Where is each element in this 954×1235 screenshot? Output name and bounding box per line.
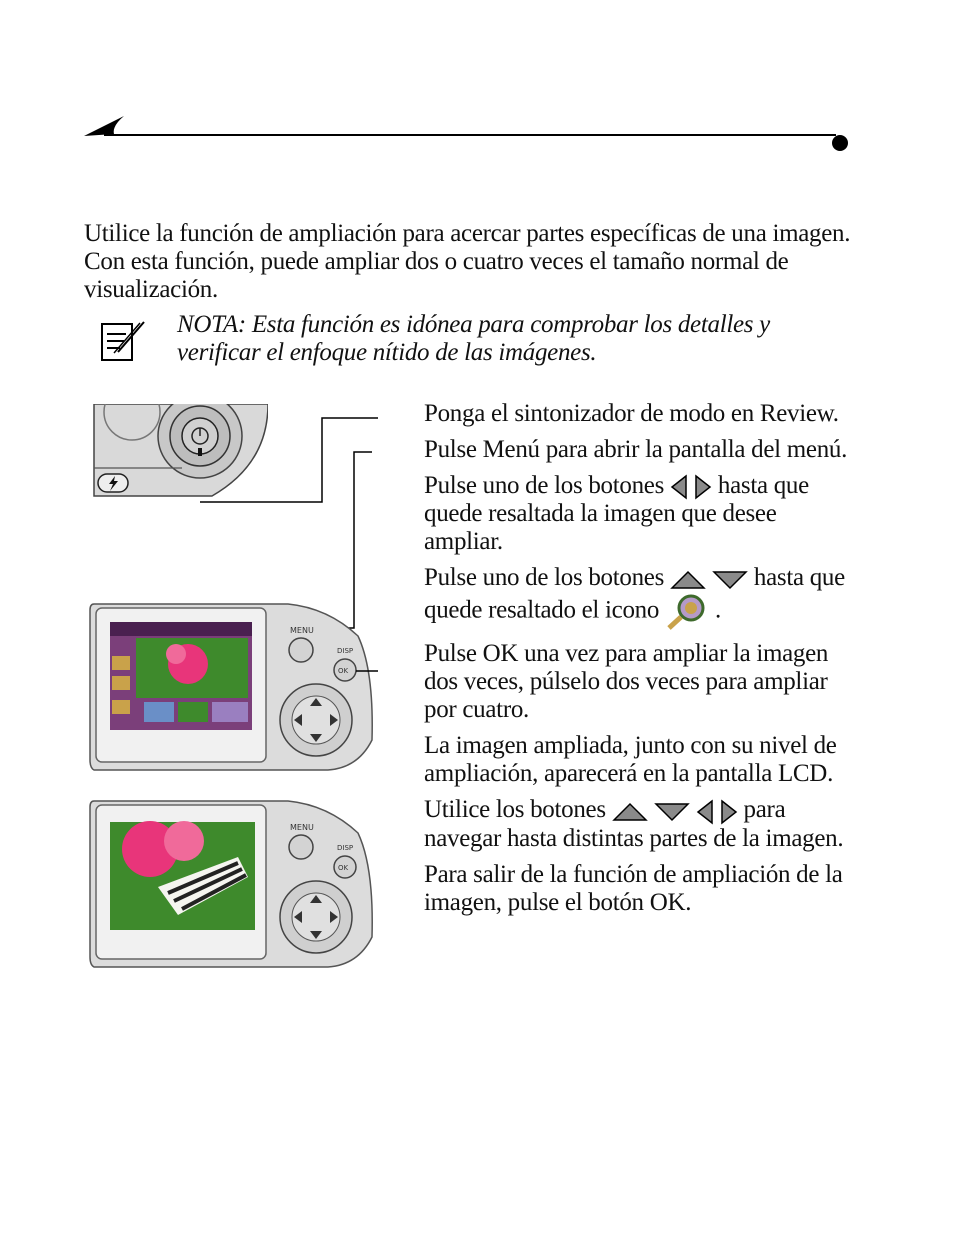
step-6: La imagen ampliada, junto con su nivel de ampliación, aparecerá en la pantalla LCD. — [424, 732, 837, 788]
step-3: Pulse uno de los botones hasta que quede resaltada la imagen que desee ampliar. — [424, 472, 809, 556]
step-4: Pulse uno de los botones hasta que quede resaltado el icono . — [424, 564, 854, 632]
magnify-icon — [665, 592, 709, 632]
ok-label-2: OK — [338, 864, 349, 872]
steps-list — [424, 400, 854, 925]
camera-back-magnified-figure — [88, 797, 378, 972]
step-2: Pulse Menú para abrir la pantalla del menú. — [424, 436, 848, 463]
step-1: Ponga el sintonizador de modo en Review. — [424, 400, 839, 427]
disp-label-2: DISP — [337, 844, 354, 852]
ok-label: OK — [338, 667, 349, 675]
right-arrow-icon — [694, 474, 712, 500]
note-icon — [100, 320, 146, 362]
left-arrow-icon — [670, 474, 688, 500]
down-arrow-icon — [654, 802, 690, 822]
note-text: NOTA: Esta función es idónea para comprobar los detalles y verificar el enfoque nítido de las imágenes. — [177, 311, 770, 366]
disp-label: DISP — [337, 647, 354, 655]
menu-label-2: MENU — [290, 823, 314, 832]
left-arrow-icon — [696, 799, 714, 825]
step-8: Para salir de la función de ampliación de la imagen, pulse el botón OK. — [424, 860, 843, 916]
step-5: Pulse OK una vez para ampliar la imagen dos veces, púlselo dos veces para ampliar por cuatro. — [424, 640, 829, 724]
menu-label: MENU — [290, 626, 314, 635]
up-arrow-icon — [612, 802, 648, 822]
camera-back-menu-figure — [88, 600, 378, 775]
up-arrow-icon — [670, 570, 706, 590]
right-arrow-icon — [720, 799, 738, 825]
down-arrow-icon — [712, 570, 748, 590]
intro-paragraph: Utilice la función de ampliación para acercar partes específicas de una imagen. Con esta función, puede ampliar dos o cuatro veces el tamaño normal de visualización. — [84, 220, 851, 303]
step-7: Utilice los botones para navegar hasta distintas partes de la imagen. — [424, 796, 844, 852]
header-rule — [84, 112, 854, 152]
